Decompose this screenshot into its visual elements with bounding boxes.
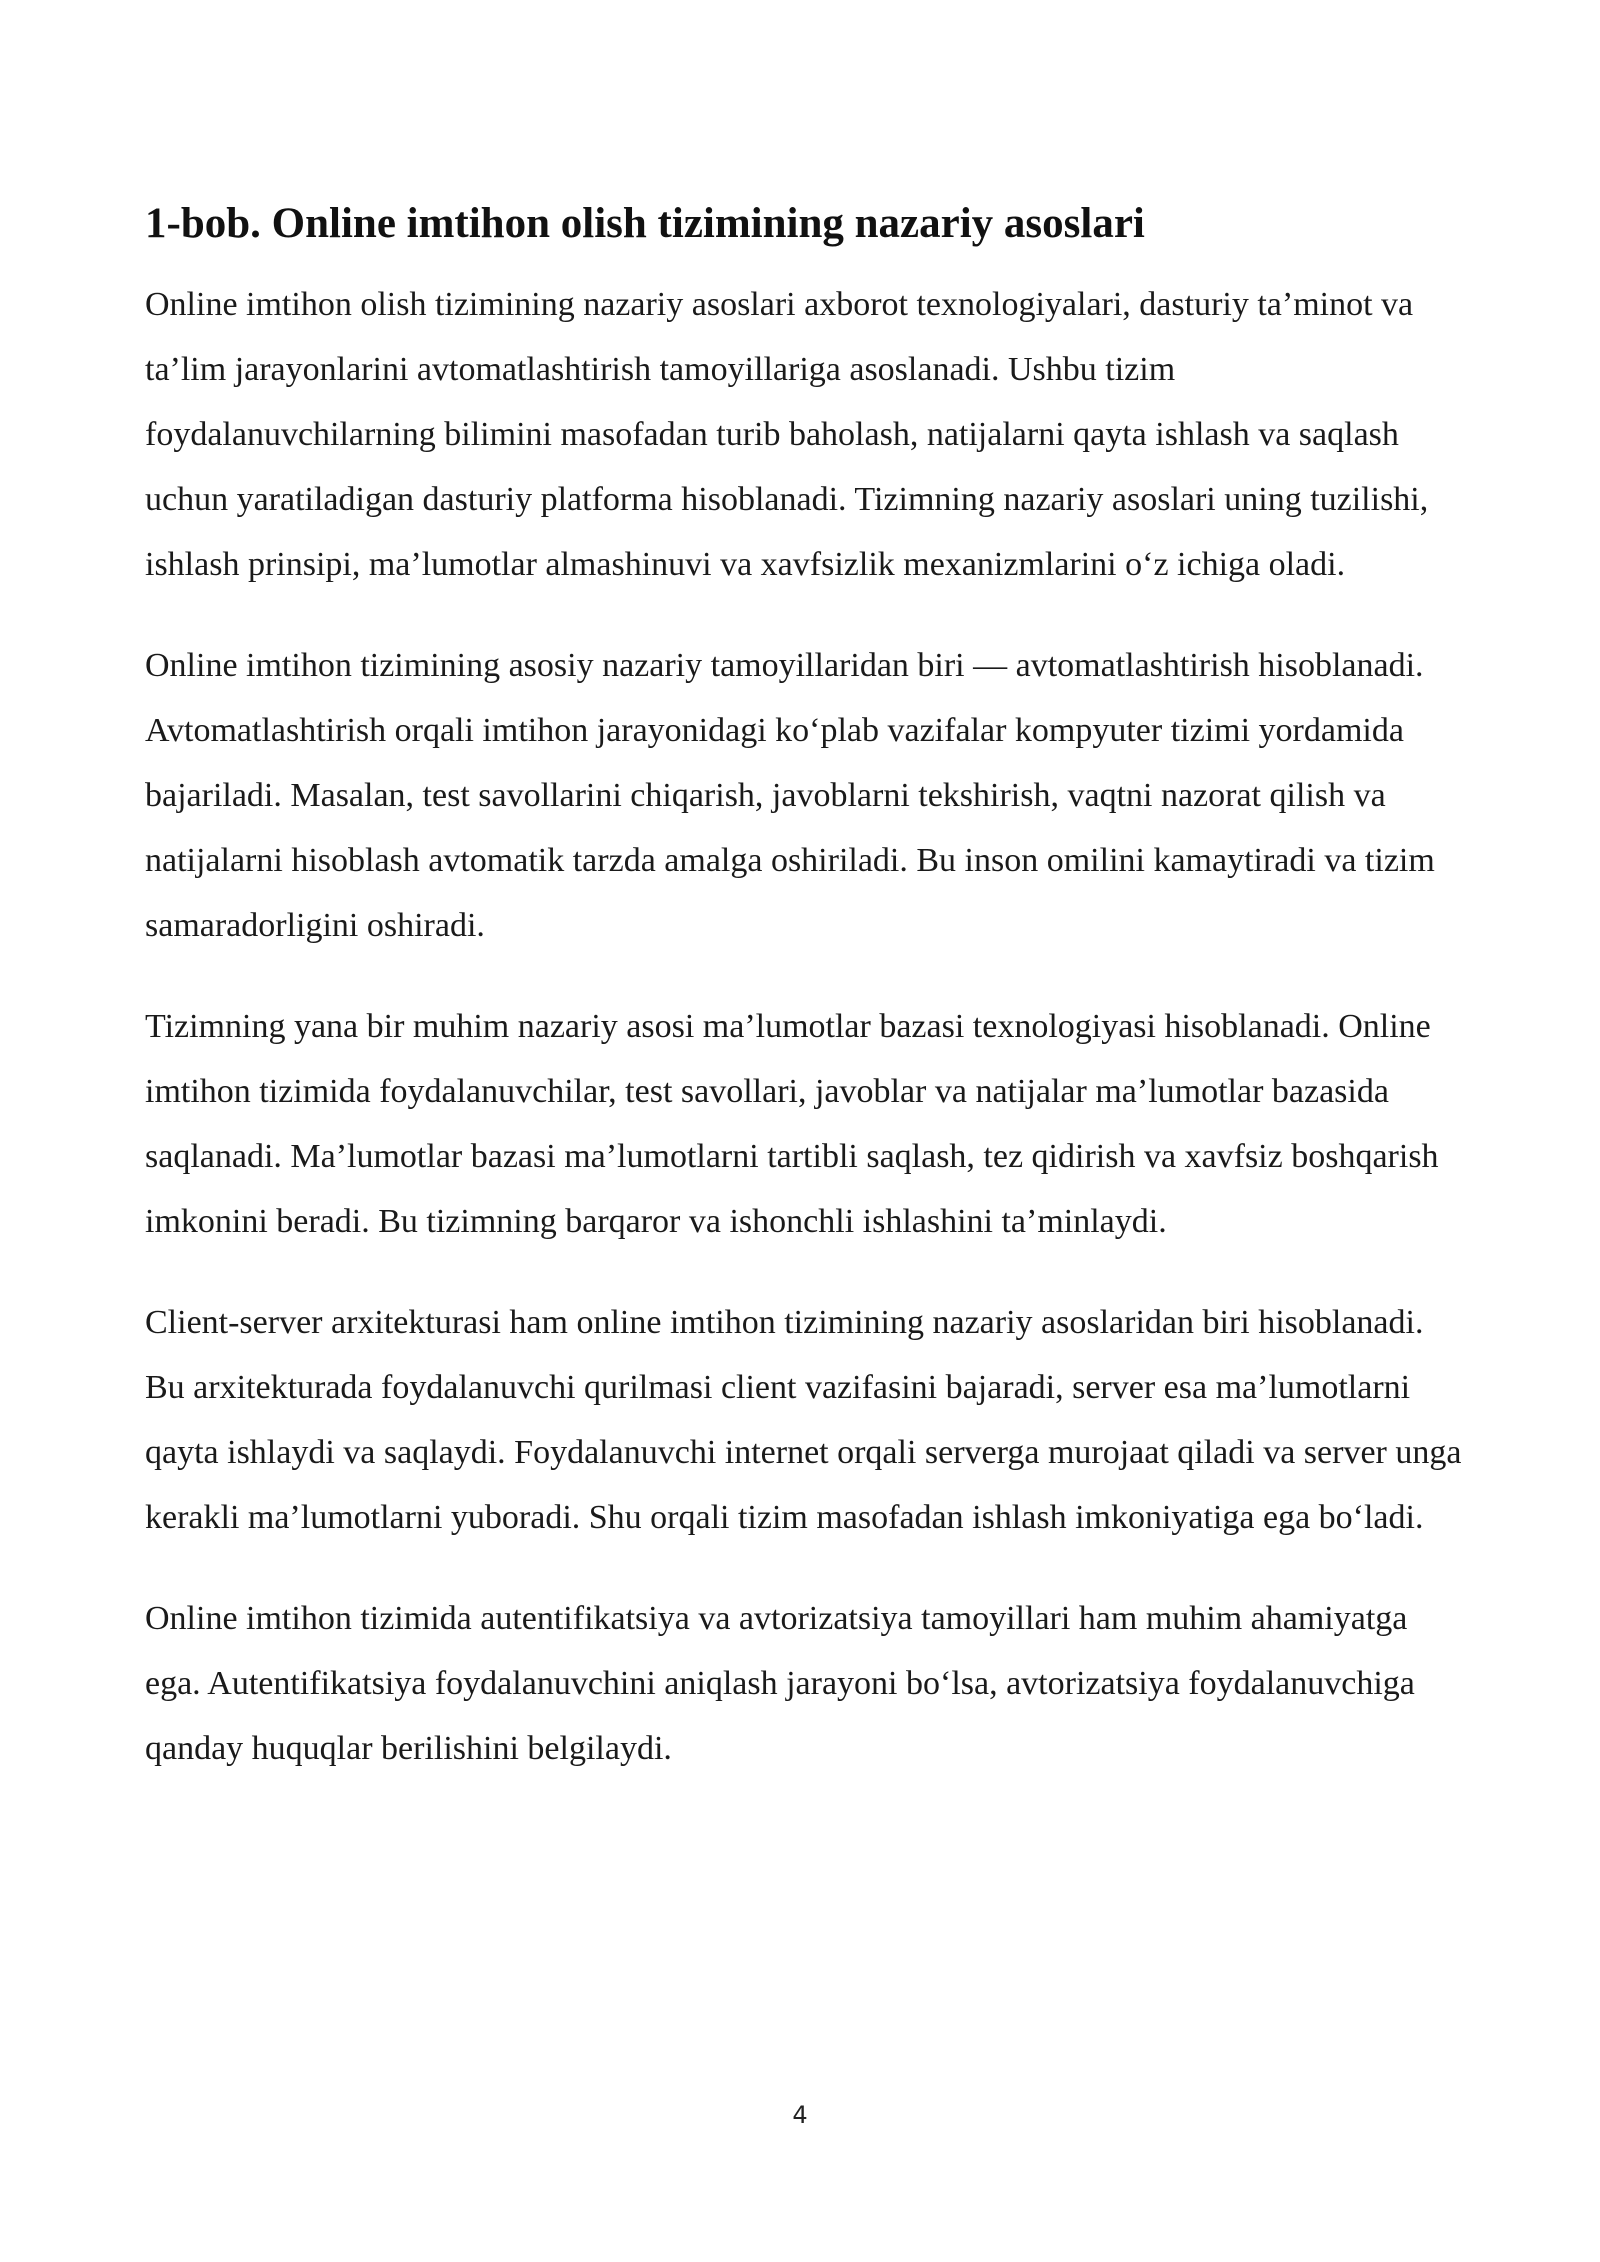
page-content — [145, 190, 1465, 1817]
paragraph-5: Online imtihon tizimida autentifikatsiya va avtorizatsiya tamoyillari ham muhim ahamiyatga ega. Autentifikatsiya foydalanuvchini aniqlash jarayoni bo‘lsa, avtorizatsiya foydalanuvchiga qanday huquqlar berilishini belgilaydi. — [145, 1600, 1415, 1767]
page-number: 4 — [792, 2101, 808, 2129]
paragraph-1: Online imtihon olish tizimining nazariy asoslari axborot texnologiyalari, dasturiy ta’minot va ta’lim jarayonlarini avtomatlashtirish tamoyillariga asoslanadi. Ushbu tizim foydalanuvchilarning bilimini masofadan turib baholash, natijalarni qayta ishlash va saqlash uchun yaratiladigan dasturiy platforma hisoblanadi. Tizimning nazariy asoslari uning tuzilishi, ishlash prinsipi, ma’lumotlar almashinuvi va xavfsizlik mexanizmlarini o‘z ichiga oladi. — [145, 286, 1429, 583]
paragraph-2: Online imtihon tizimining asosiy nazariy tamoyillaridan biri — avtomatlashtirish hisoblanadi. Avtomatlashtirish orqali imtihon jarayonidagi ko‘plab vazifalar kompyuter tizimi yordamida bajariladi. Masalan, test savollarini chiqarish, javoblarni tekshirish, vaqtni nazorat qilish va natijalarni hisoblash avtomatik tarzda amalga oshiriladi. Bu inson omilini kamaytiradi va tizim samaradorligini oshiradi. — [145, 647, 1435, 944]
chapter-heading: 1-bob. Online imtihon olish tizimining nazariy asoslari — [145, 200, 1145, 247]
paragraph-3: Tizimning yana bir muhim nazariy asosi ma’lumotlar bazasi texnologiyasi hisoblanadi. Online imtihon tizimida foydalanuvchilar, test savollari, javoblar va natijalar ma’lumotlar bazasida saqlanadi. Ma’lumotlar bazasi ma’lumotlarni tartibli saqlash, tez qidirish va xavfsiz boshqarish imkonini beradi. Bu tizimning barqaror va ishonchli ishlashini ta’minlaydi. — [145, 1008, 1439, 1240]
paragraph-4: Client-server arxitekturasi ham online imtihon tizimining nazariy asoslaridan biri hisoblanadi. Bu arxitekturada foydalanuvchi qurilmasi client vazifasini bajaradi, server esa ma’lumotlarni qayta ishlaydi va saqlaydi. Foydalanuvchi internet orqali serverga murojaat qiladi va server unga kerakli ma’lumotlarni yuboradi. Shu orqali tizim masofadan ishlash imkoniyatiga ega bo‘ladi. — [145, 1304, 1462, 1536]
